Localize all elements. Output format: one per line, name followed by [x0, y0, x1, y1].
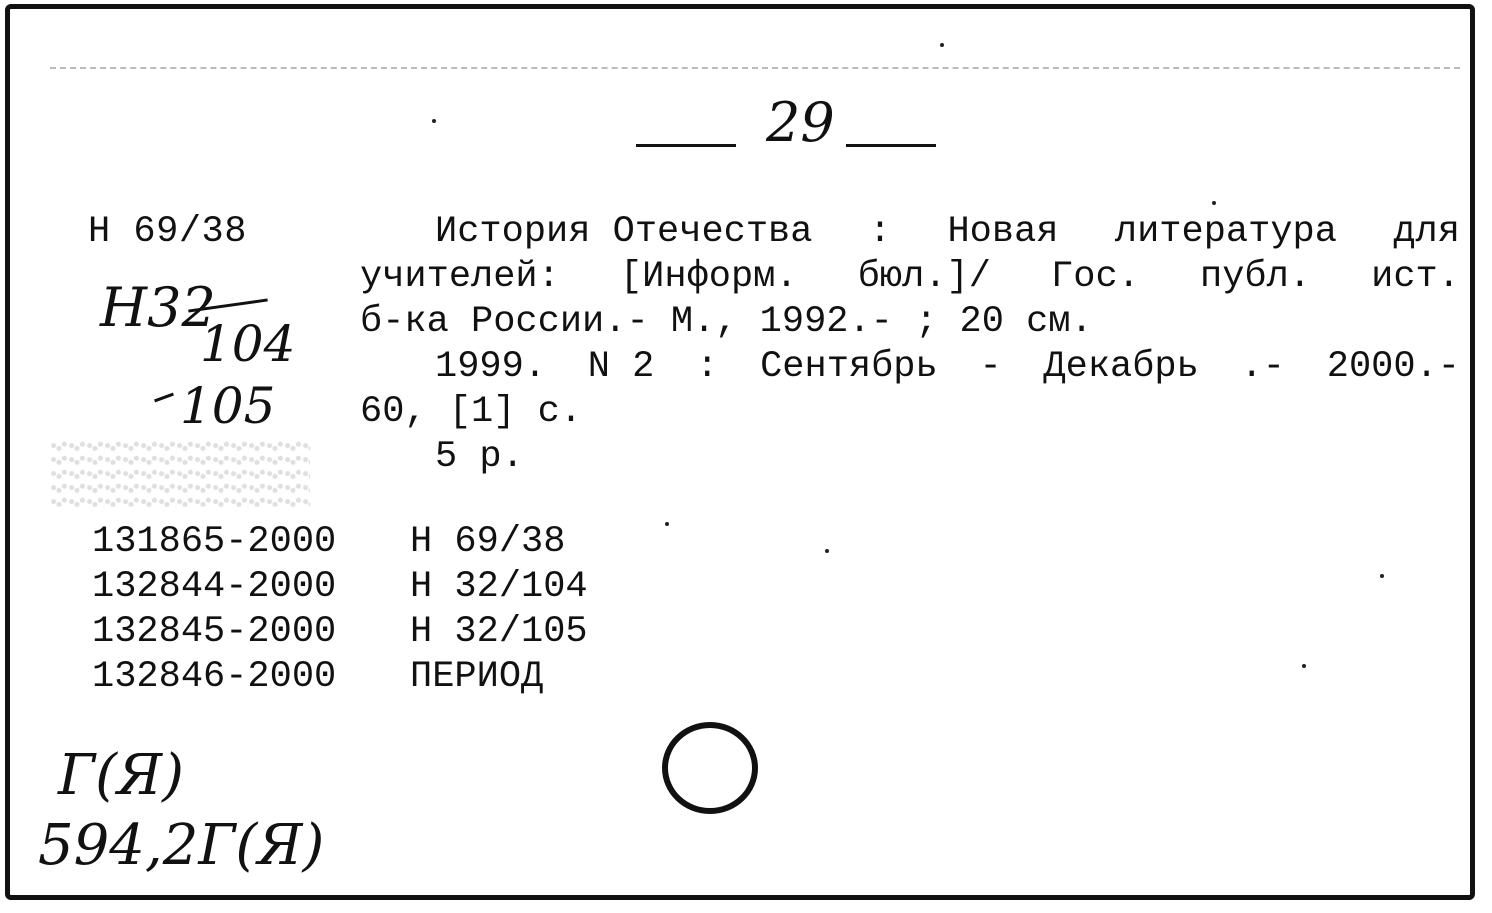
- description-word: Сентябрь: [760, 346, 938, 388]
- page-number: [636, 92, 946, 164]
- description-word: для: [1393, 211, 1460, 253]
- description-line: [360, 390, 1460, 435]
- inventory-number: 132846-2000: [92, 656, 337, 698]
- page-number-dash-right: [846, 144, 936, 147]
- holding-row: [92, 520, 588, 565]
- bibliographic-description: [360, 210, 1460, 480]
- description-word: :: [696, 346, 719, 388]
- description-word: [Информ.: [619, 256, 798, 298]
- ink-speck: [1380, 574, 1384, 578]
- inventory-number: 131865-2000: [92, 521, 337, 563]
- description-word: бюл.]/: [857, 256, 991, 298]
- ink-speck: [665, 522, 669, 526]
- description-word: б-ка России.- М., 1992.- ; 20 см.: [360, 301, 1093, 343]
- description-word: Декабрь: [1043, 346, 1199, 388]
- page-number-dash-left: [636, 144, 736, 147]
- description-line: [360, 300, 1460, 345]
- holding-location: Н 32/105: [410, 611, 588, 653]
- description-word: :: [868, 211, 892, 253]
- holding-row: [92, 655, 588, 700]
- ink-speck: [432, 119, 436, 123]
- holding-location: ПЕРИОД: [410, 656, 544, 698]
- description-word: 5 р.: [435, 436, 524, 478]
- classification-code: Г(Я): [58, 743, 184, 808]
- inventory-number: 132845-2000: [92, 611, 337, 653]
- description-word: N 2: [587, 346, 655, 388]
- holding-location: Н 69/38: [410, 521, 566, 563]
- description-word: ист.: [1371, 256, 1460, 298]
- description-word: 1999.: [435, 346, 547, 388]
- description-line: [360, 435, 1460, 480]
- handwritten-classification: [38, 745, 378, 895]
- call-number: Н 69/38: [88, 211, 247, 253]
- description-word: литература: [1114, 211, 1337, 253]
- holding-location: Н 32/104: [410, 566, 588, 608]
- description-line: [360, 210, 1460, 255]
- shelf-mark-series: Н32: [100, 276, 216, 339]
- range-dash: [154, 393, 174, 403]
- erased-smudge: [50, 440, 310, 510]
- ink-speck: [940, 43, 944, 47]
- ink-speck: [1212, 201, 1216, 205]
- classification-code: 594,2Г(Я): [38, 813, 325, 878]
- description-word: учителей:: [360, 256, 560, 298]
- description-word: публ.: [1199, 256, 1312, 298]
- ink-speck: [825, 549, 829, 553]
- description-word: Новая: [947, 211, 1059, 253]
- description-word: 60, [1] с.: [360, 391, 583, 433]
- shelf-mark-number: 105: [180, 377, 276, 435]
- holdings-list: [92, 520, 588, 700]
- description-line: [360, 345, 1460, 390]
- handwritten-shelf-marks: [100, 278, 300, 448]
- description-word: История Отечества: [435, 211, 813, 253]
- punch-hole: [662, 722, 758, 814]
- holding-row: [92, 565, 588, 610]
- description-word: 2000.-: [1326, 346, 1460, 388]
- inventory-number: 132844-2000: [92, 566, 337, 608]
- page-number-value: 29: [766, 91, 835, 154]
- description-word: .-: [1240, 346, 1285, 388]
- description-word: Гос.: [1051, 256, 1140, 298]
- description-word: -: [979, 346, 1002, 388]
- shelf-mark-number: 104: [200, 315, 296, 373]
- description-line: [360, 255, 1460, 300]
- ink-speck: [1302, 664, 1306, 668]
- holding-row: [92, 610, 588, 655]
